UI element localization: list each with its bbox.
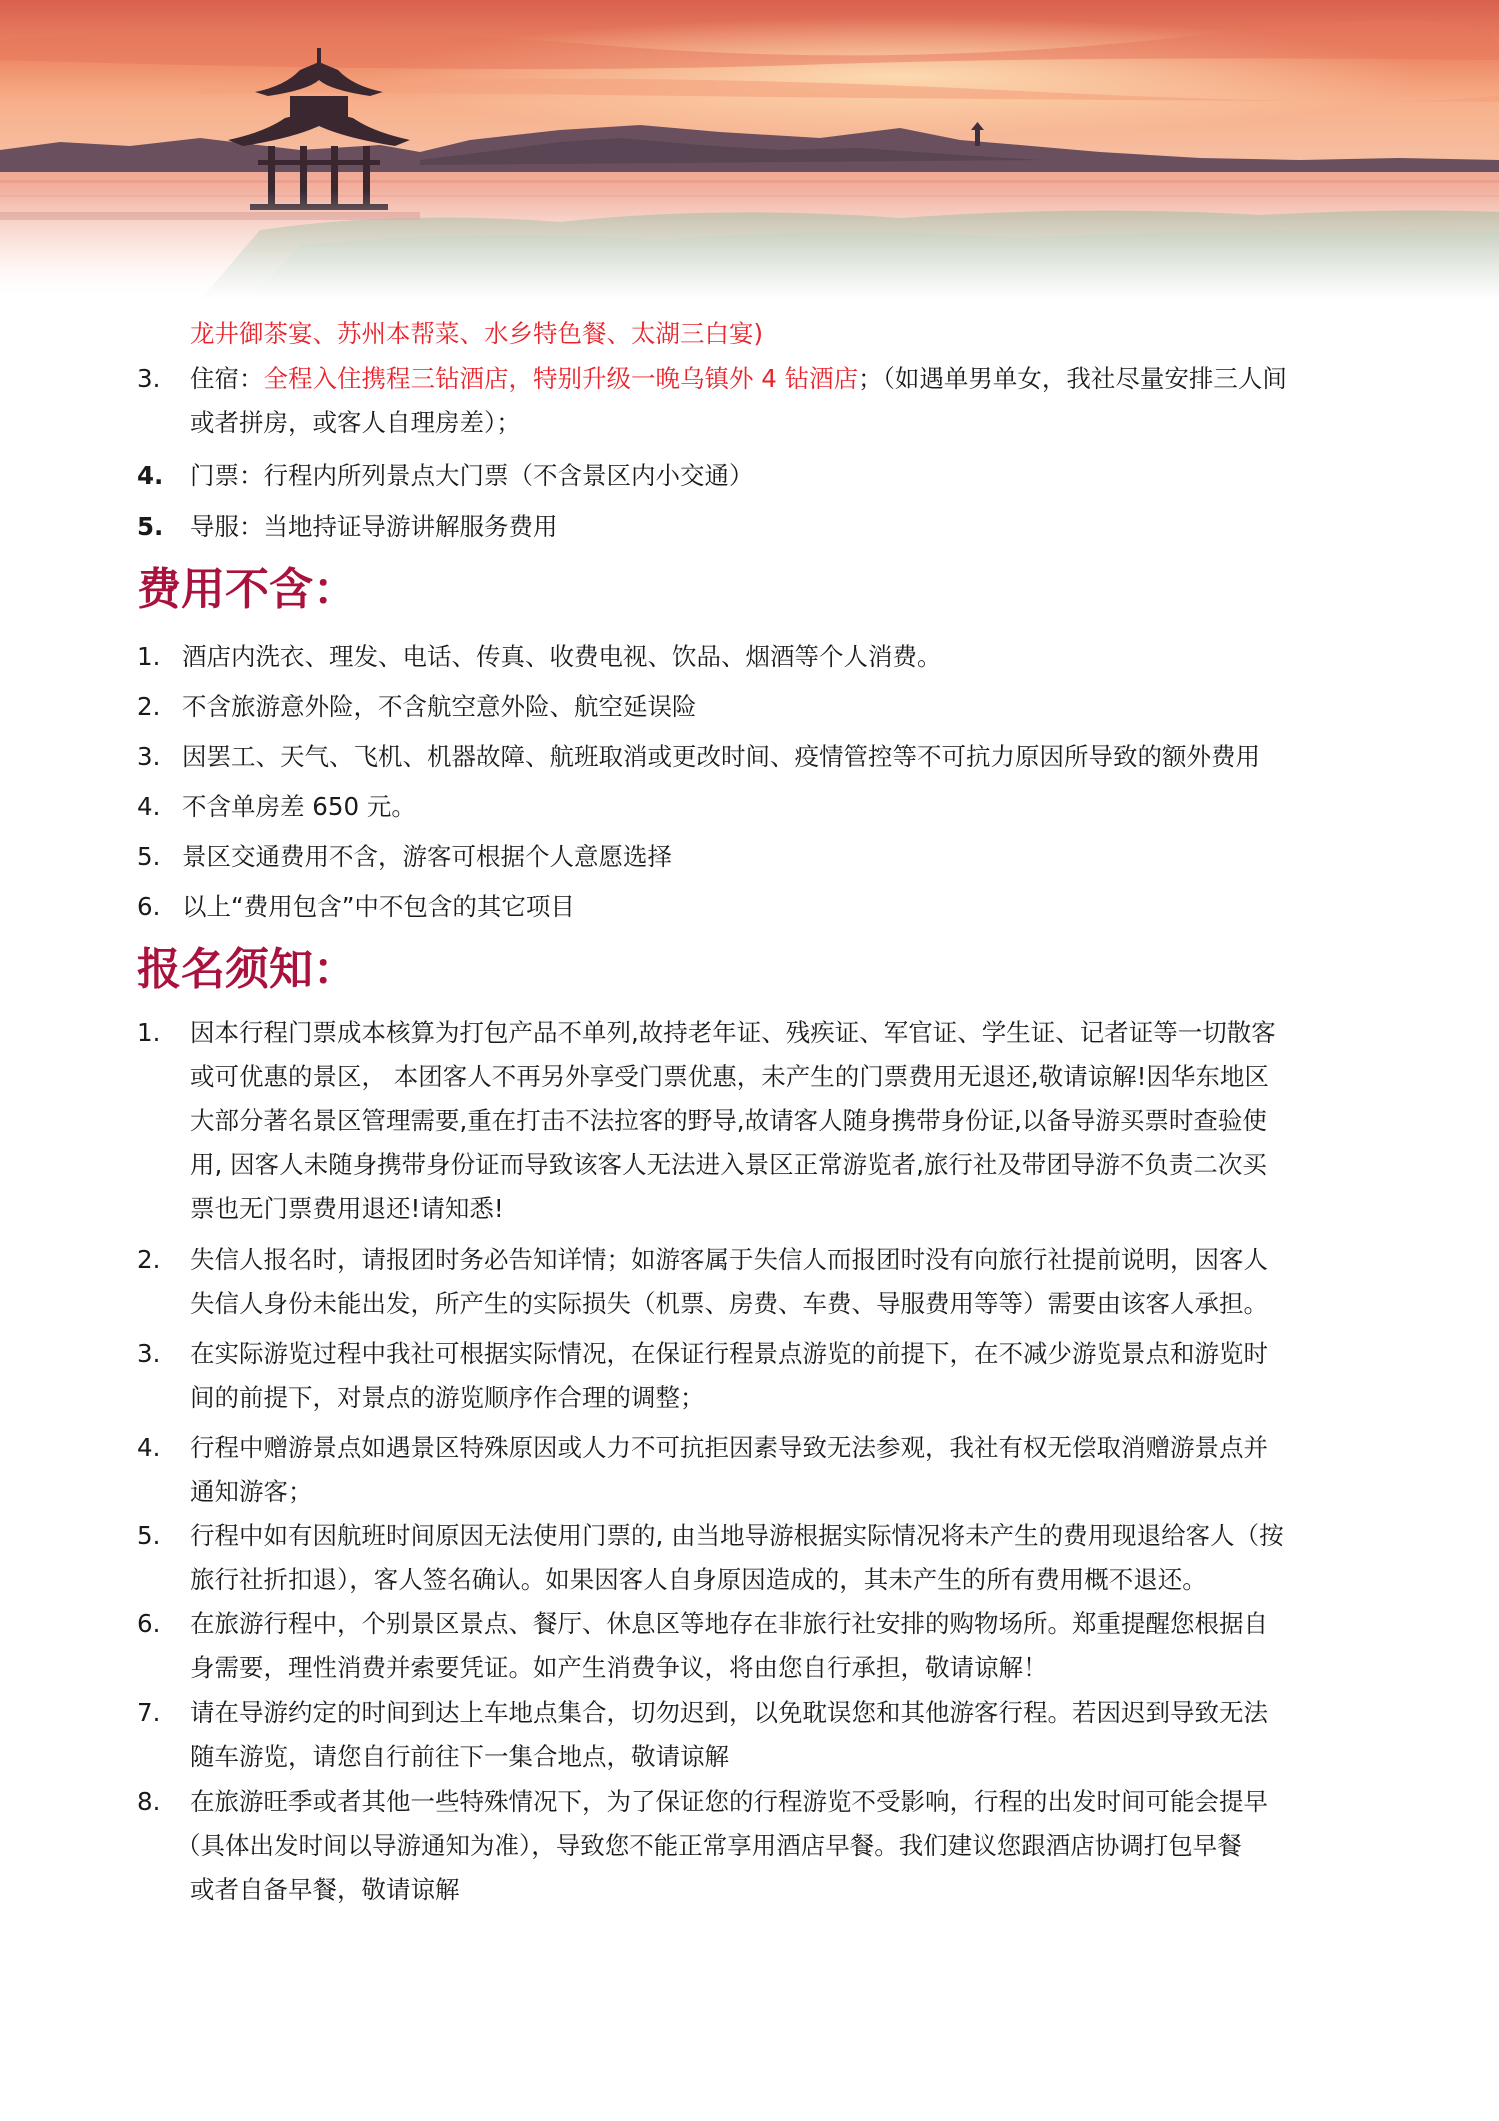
notice-item-6-line1: 在旅游行程中，个别景区景点、餐厅、休息区等地存在非旅行社安排的购物场所。郑重提醒您根据自: [190, 1609, 1268, 1638]
notice-item-5-number: 5.: [137, 1521, 161, 1550]
excluded-item-5: 景区交通费用不含，游客可根据个人意愿选择: [182, 842, 672, 871]
notice-item-4-line2: 通知游客；: [190, 1477, 313, 1506]
excluded-item-6-number: 6.: [137, 892, 161, 921]
notice-item-4-number: 4.: [137, 1433, 161, 1462]
excluded-heading: 费用不含：: [137, 564, 357, 615]
notice-item-8-number: 8.: [137, 1787, 161, 1816]
excluded-item-5-number: 5.: [137, 842, 161, 871]
notice-item-1-line3: 大部分著名景区管理需要,重在打击不法拉客的野导,故请客人随身携带身份证,以备导游买票时查验使: [190, 1106, 1267, 1135]
notice-item-7-line2: 随车游览，请您自行前往下一集合地点，敬请谅解: [190, 1742, 729, 1771]
notice-item-2-number: 2.: [137, 1245, 161, 1274]
notice-item-1-line2: 或可优惠的景区， 本团客人不再另外享受门票优惠，未产生的门票费用无退还,敬请谅解!因华东地区: [190, 1062, 1269, 1091]
notice-heading: 报名须知：: [137, 944, 357, 995]
included-item-4: 门票：行程内所列景点大门票（不含景区内小交通）: [190, 461, 754, 490]
included-item-3: [190, 362, 1287, 396]
header-banner-image: [0, 0, 1499, 300]
notice-item-2-line1: 失信人报名时，请报团时务必告知详情；如游客属于失信人而报团时没有向旅行社提前说明，因客人: [190, 1245, 1268, 1274]
notice-item-7-line1: 请在导游约定的时间到达上车地点集合，切勿迟到，以免耽误您和其他游客行程。若因迟到导致无法: [190, 1698, 1268, 1727]
notice-item-1-line5: 票也无门票费用退还!请知悉!: [190, 1194, 504, 1223]
excluded-item-2-number: 2.: [137, 692, 161, 721]
notice-item-8-line2: （具体出发时间以导游通知为准），导致您不能正常享用酒店早餐。我们建议您跟酒店协调打包早餐: [176, 1831, 1242, 1860]
notice-item-3-line2: 间的前提下，对景点的游览顺序作合理的调整；: [190, 1383, 705, 1412]
notice-item-3-number: 3.: [137, 1339, 161, 1368]
included-item-3-number: 3.: [137, 364, 161, 393]
excluded-item-4: 不含单房差 650 元。: [182, 792, 416, 821]
included-item-3-note: ；（如遇单男单女，我社尽量安排三人间: [858, 364, 1287, 393]
excluded-item-1: 酒店内洗衣、理发、电话、传真、收费电视、饮品、烟酒等个人消费。: [182, 642, 942, 671]
included-item-5-number: 5.: [137, 512, 164, 541]
excluded-item-1-number: 1.: [137, 642, 161, 671]
included-item-3-highlight: 全程入住携程三钻酒店，特别升级一晚乌镇外 4 钻酒店: [263, 364, 859, 393]
notice-item-8-line1: 在旅游旺季或者其他一些特殊情况下，为了保证您的行程游览不受影响，行程的出发时间可能会提早: [190, 1787, 1268, 1816]
included-item-3-line2: 或者拼房，或客人自理房差）；: [190, 408, 521, 437]
notice-item-5-line1: 行程中如有因航班时间原因无法使用门票的, 由当地导游根据实际情况将未产生的费用现退给客人（按: [190, 1521, 1284, 1550]
included-item-5: 导服：当地持证导游讲解服务费用: [190, 512, 558, 541]
excluded-item-3-number: 3.: [137, 742, 161, 771]
excluded-item-2: 不含旅游意外险，不含航空意外险、航空延误险: [182, 692, 697, 721]
notice-item-6-number: 6.: [137, 1609, 161, 1638]
included-meals-continued: 龙井御茶宴、苏州本帮菜、水乡特色餐、太湖三白宴): [190, 319, 764, 348]
notice-item-1-number: 1.: [137, 1018, 161, 1047]
included-item-4-number: 4.: [137, 461, 164, 490]
notice-item-8-line3: 或者自备早餐，敬请谅解: [190, 1875, 460, 1904]
notice-item-2-line2: 失信人身份未能出发，所产生的实际损失（机票、房费、车费、导服费用等等）需要由该客人承担。: [190, 1289, 1268, 1318]
notice-item-3-line1: 在实际游览过程中我社可根据实际情况，在保证行程景点游览的前提下，在不减少游览景点和游览时: [190, 1339, 1268, 1368]
excluded-item-3: 因罢工、天气、飞机、机器故障、航班取消或更改时间、疫情管控等不可抗力原因所导致的额外费用: [182, 742, 1260, 771]
notice-item-1-line4: 用, 因客人未随身携带身份证而导致该客人无法进入景区正常游览者,旅行社及带团导游不负责二次买: [190, 1150, 1267, 1179]
excluded-item-6: 以上“费用包含”中不包含的其它项目: [182, 892, 575, 921]
notice-item-5-line2: 旅行社折扣退），客人签名确认。如果因客人自身原因造成的，其未产生的所有费用概不退还。: [190, 1565, 1207, 1594]
notice-item-1-line1: 因本行程门票成本核算为打包产品不单列,故持老年证、残疾证、军官证、学生证、记者证等一切散客: [190, 1018, 1276, 1047]
sunset-lake-pavilion-illustration: [0, 0, 1499, 300]
notice-item-7-number: 7.: [137, 1698, 161, 1727]
notice-item-4-line1: 行程中赠游景点如遇景区特殊原因或人力不可抗拒因素导致无法参观，我社有权无偿取消赠游景点并: [190, 1433, 1268, 1462]
excluded-item-4-number: 4.: [137, 792, 161, 821]
included-item-3-label: 住宿：: [190, 364, 264, 393]
notice-item-6-line2: 身需要，理性消费并索要凭证。如产生消费争议，将由您自行承担，敬请谅解！: [190, 1653, 1048, 1682]
